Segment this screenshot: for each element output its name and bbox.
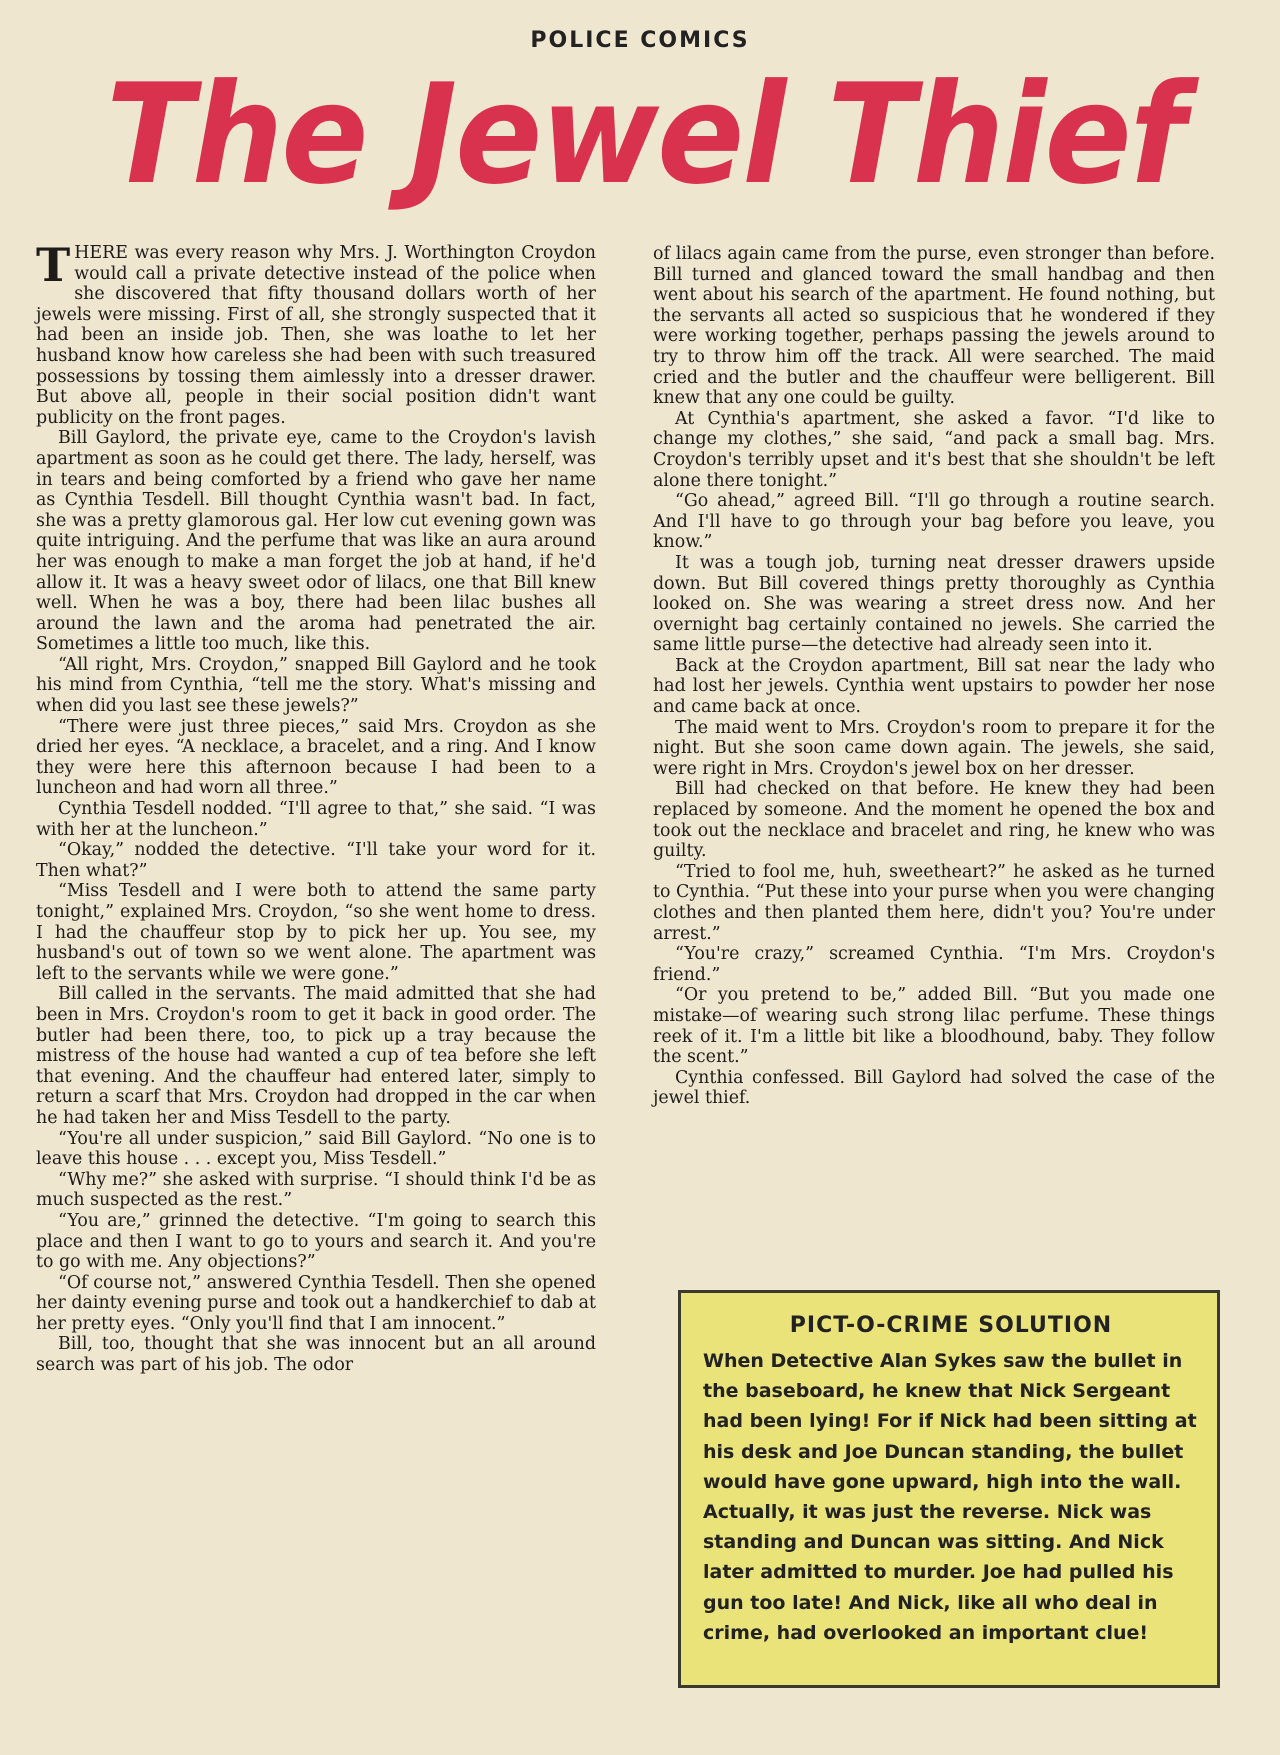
story-title: The Jewel Thief: [106, 54, 1184, 215]
story-paragraph: “You're all under suspicion,” said Bill Gaylord. “No one is to leave this house . . . except you, Miss Tesdell.”: [36, 1128, 596, 1170]
story-paragraph: of lilacs again came from the purse, even stronger than before. Bill turned and glanced toward the small handbag and then went about his search of the apartment. He found nothing, but the servants all acted so suspicious that he wondered if they were working together, perhaps passing the jewels around to try to throw him off the track. All were searched. The maid cried and the butler and the chauffeur were belligerent. Bill knew that any one could be guilty.: [653, 244, 1215, 409]
magazine-header: POLICE COMICS: [530, 28, 750, 53]
story-paragraph: “Okay,” nodded the detective. “I'll take your word for it. Then what?”: [36, 840, 596, 881]
story-paragraph: At Cynthia's apartment, she asked a favor. “I'd like to change my clothes,” she said, “and pack a small bag. Mrs. Croydon's terribly upset and it's best that she shouldn't be left alone there tonight.”: [653, 408, 1215, 491]
story-paragraph: “Tried to fool me, huh, sweetheart?” he asked as he turned to Cynthia. “Put these into your purse when you were changing clothes and then planted them here, didn't you? You're under arrest.”: [653, 861, 1215, 944]
story-paragraph: Bill, too, thought that she was innocent but an all around search was part of his job. The odor: [36, 1334, 596, 1376]
story-paragraph: “There were just three pieces,” said Mrs. Croydon as she dried her eyes. “A necklace, a bracelet, and a ring. And I know they were here this afternoon because I had been to a luncheon and had worn all three.”: [36, 716, 596, 799]
solution-text: When Detective Alan Sykes saw the bullet in the baseboard, he knew that Nick Sergeant had been lying! For if Nick had been sitting at his desk and Joe Duncan standing, the bullet would have gone upward, high into the wall. Actually, it was just the reverse. Nick was standing and Duncan was sitting. And Nick later admitted to murder. Joe had pulled his gun too late! And Nick, like all who deal in crime, had overlooked an important clue!: [703, 1350, 1197, 1644]
story-paragraph: “You're crazy,” screamed Cynthia. “I'm Mrs. Croydon's friend.”: [653, 944, 1215, 985]
story-paragraph: “You are,” grinned the detective. “I'm going to search this place and then I want to go to yours and search it. And you're to go with me. Any objections?”: [36, 1210, 596, 1273]
story-paragraph: “Or you pretend to be,” added Bill. “But you made one mistake—of wearing such strong lilac perfume. These things reek of it. I'm a little bit like a bloodhound, baby. They follow the scent.”: [653, 985, 1215, 1068]
story-paragraph: Back at the Croydon apartment, Bill sat near the lady who had lost her jewels. Cynthia went upstairs to powder her nose and came back at once.: [653, 655, 1215, 718]
story-paragraph: “Of course not,” answered Cynthia Tesdell. Then she opened her dainty evening purse and took out a handkerchief to dab at her pretty eyes. “Only you'll find that I am innocent.”: [36, 1272, 596, 1334]
story-paragraph: Bill Gaylord, the private eye, came to the Croydon's lavish apartment as soon as he could get there. The lady, herself, was in tears and being comforted by a friend who gave her name as Cynthia Tesdell. Bill thought Cynthia wasn't bad. In fact, she was a pretty glamorous gal. Her low cut evening gown was quite intriguing. And the perfume that was like an aura around her was enough to make a man forget the job at hand, if he'd allow it. It was a heavy sweet odor of lilacs, one that Bill knew well. When he was a boy, there had been lilac bushes all around the lawn and the aroma had penetrated the air. Sometimes a little too much, like this.: [36, 428, 596, 655]
story-left-column: [36, 238, 596, 1376]
story-right-column: [653, 244, 1215, 1109]
story-paragraph: “All right, Mrs. Croydon,” snapped Bill Gaylord and he took his mind from Cynthia, “tell me the story. What's missing and when did you last see these jewels?”: [36, 654, 596, 717]
story-paragraph: [36, 238, 596, 428]
solution-heading: PICT-O-CRIME SOLUTION: [789, 1313, 1113, 1338]
story-paragraph: The maid went to Mrs. Croydon's room to prepare it for the night. But she soon came down again. The jewels, she said, were right in Mrs. Croydon's jewel box on her dresser.: [653, 717, 1215, 779]
paragraph-text: HERE was every reason why Mrs. J. Worthington Croydon would call a private detective instead of the police when she discovered that fifty thousand dollars worth of her jewels were missing. First of all, she strongly suspected that it had been an inside job. Then, she was loathe to let her husband know how careless she had been with such treasured possessions by tossing them aimlessly into a dresser drawer. But above all, people in their social position didn't want publicity on the front pages.: [36, 243, 596, 428]
drop-cap: T: [36, 238, 71, 292]
story-paragraph: “Why me?” she asked with surprise. “I should think I'd be as much suspected as the rest.”: [36, 1169, 596, 1211]
story-paragraph: Bill had checked on that before. He knew they had been replaced by someone. And the moment he opened the box and took out the necklace and bracelet and ring, he knew who was guilty.: [653, 779, 1215, 862]
story-paragraph: “Go ahead,” agreed Bill. “I'll go through a routine search. And I'll have to go through your bag before you leave, you know.”: [653, 491, 1215, 553]
story-paragraph: Cynthia confessed. Bill Gaylord had solved the case of the jewel thief.: [653, 1067, 1215, 1109]
story-paragraph: “Miss Tesdell and I were both to attend the same party tonight,” explained Mrs. Croydon, “so she went home to dress. I had the chauffeur stop by to pick her up. You see, my husband's out of town so we went alone. The apartment was left to the servants while we were gone.”: [36, 881, 596, 984]
story-paragraph: Cynthia Tesdell nodded. “I'll agree to that,” she said. “I was with her at the luncheon.”: [36, 799, 596, 840]
story-paragraph: It was a tough job, turning neat dresser drawers upside down. But Bill covered things pretty thoroughly as Cynthia looked on. She was wearing a street dress now. And her overnight bag certainly contained no jewels. She carried the same little purse—the detective had already seen into it.: [653, 552, 1215, 656]
pict-o-crime-solution-box: [678, 1290, 1220, 1688]
story-paragraph: Bill called in the servants. The maid admitted that she had been in Mrs. Croydon's room to get it back in good order. The butler had been there, too, to pick up a tray because the mistress of the house had wanted a cup of tea before she left that evening. And the chauffeur had entered later, simply to return a scarf that Mrs. Croydon had dropped in the car when he had taken her and Miss Tesdell to the party.: [36, 984, 596, 1128]
